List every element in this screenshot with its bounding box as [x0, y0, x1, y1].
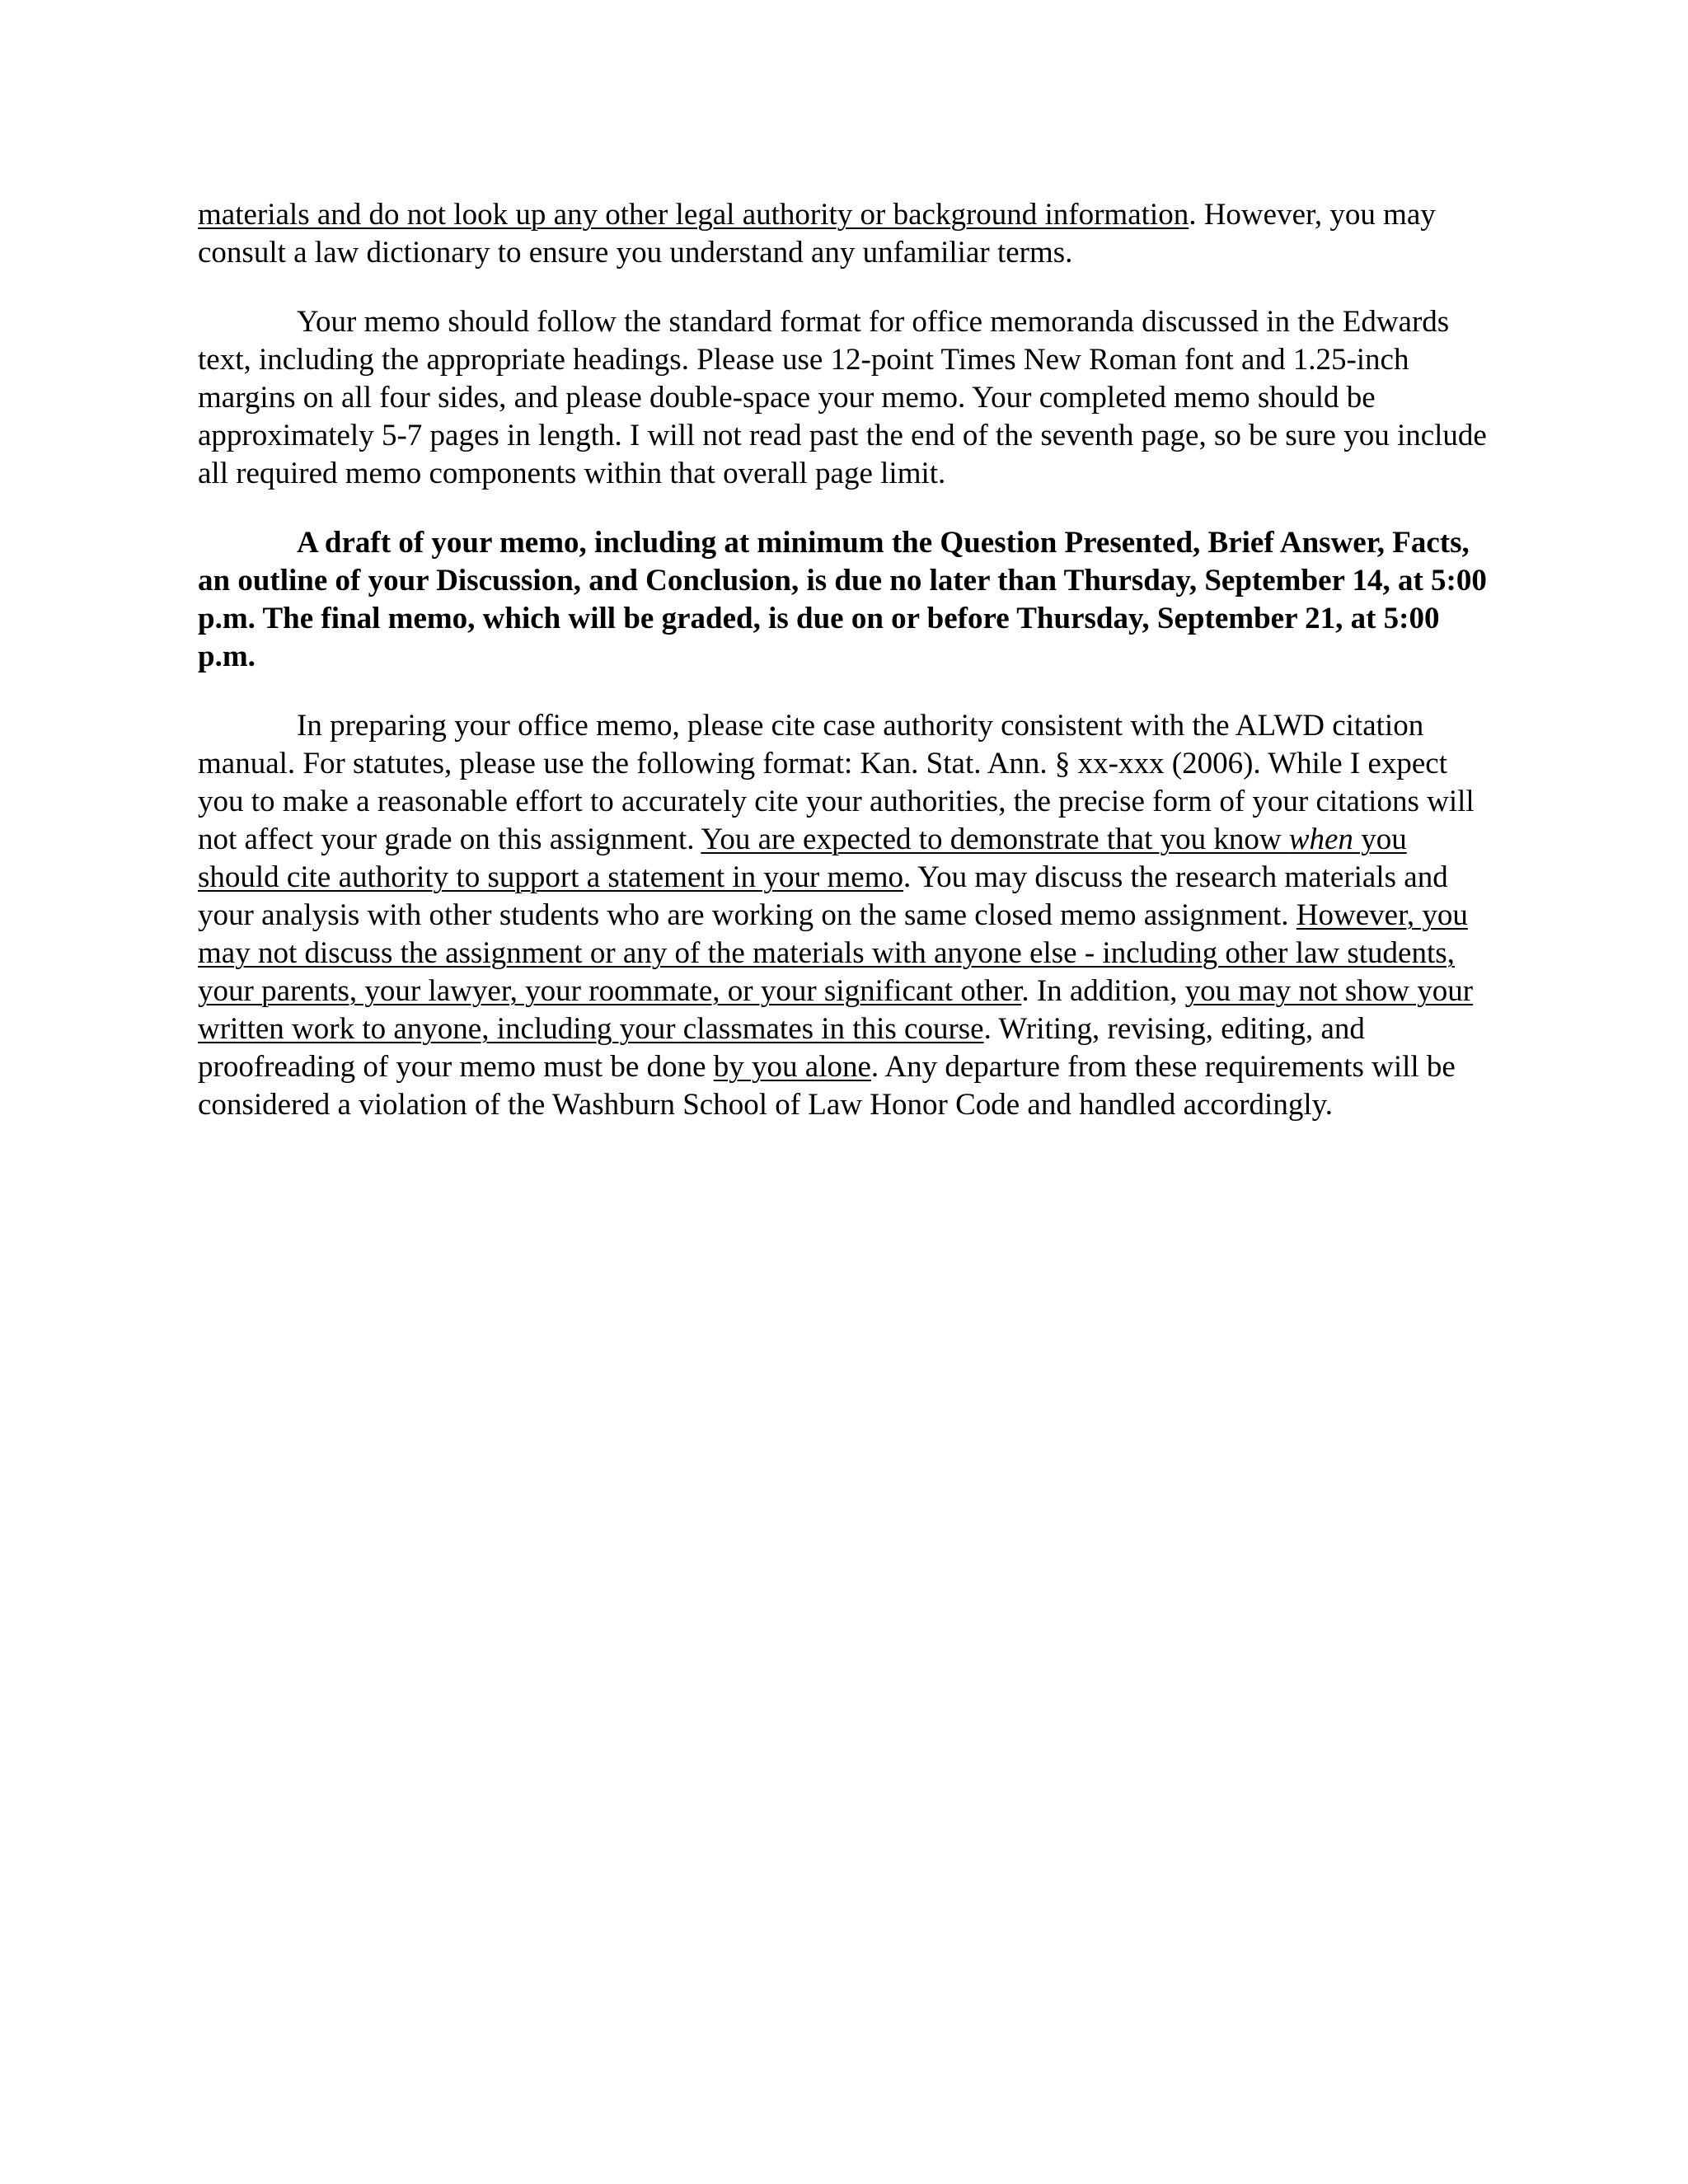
paragraph-deadlines: A draft of your memo, including at minimum the Question Presented, Brief Answer, Facts, an outline of your Discussion, and Conclusion, is due no later than Thursday, September 14, at 5:00 p.m. The final memo, which will be graded, is due on or before Thursday, September 21, at 5:00 p.m.	[198, 526, 1487, 673]
underlined-by-you-alone: by you alone	[713, 1050, 871, 1084]
text-run: . In addition,	[1021, 974, 1185, 1008]
paragraph-citation-and-honor-code	[198, 707, 1492, 1124]
text-run: you should cite authority to support a statement in your memo	[198, 823, 1407, 894]
text-run: . Writing, revising, editing, and proofreading of your memo must be done	[198, 1012, 1365, 1084]
paragraph-memo-format: Your memo should follow the standard format for office memoranda discussed in the Edwards text, including the appropriate headings. Please use 12-point Times New Roman font and 1.25-inch margins on all four sides, and please double-space your memo. Your completed memo should be approximately 5-7 pages in length. I will not read past the end of the seventh page, so be sure you include all required memo components within that overall page limit.	[198, 305, 1487, 490]
document-page	[198, 196, 1492, 1155]
italic-when: when	[1288, 823, 1353, 856]
underlined-sharing-restriction: you may not show your written work to anyone, including your classmates in this course	[198, 974, 1474, 1046]
text-run: You are expected to demonstrate that you know	[701, 823, 1289, 856]
underlined-restriction: materials and do not look up any other legal authority or background information	[198, 198, 1189, 232]
underlined-discussion-restriction: However, you may not discuss the assignment or any of the materials with anyone else - including other law students, your parents, your lawyer, your roommate, or your significant other	[198, 898, 1468, 1008]
text-run: . However, you may consult a law dictionary to ensure you understand any unfamiliar terms.	[198, 198, 1436, 269]
text-run: . You may discuss the research materials and your analysis with other students who are working on the same closed memo assignment.	[198, 860, 1448, 932]
text-run: . Any departure from these requirements will be considered a violation of the Washburn School of Law Honor Code and handled accordingly.	[198, 1050, 1456, 1122]
paragraph-research-restriction	[198, 196, 1492, 272]
text-run: In preparing your office memo, please cite case authority consistent with the ALWD citation manual. For statutes, please use the following format: Kan. Stat. Ann. § xx-xxx (2006). While I expect you to make a reasonable effort to accurately cite your authorities, the precise form of your citations will not affect your grade on this assignment.	[198, 709, 1475, 856]
